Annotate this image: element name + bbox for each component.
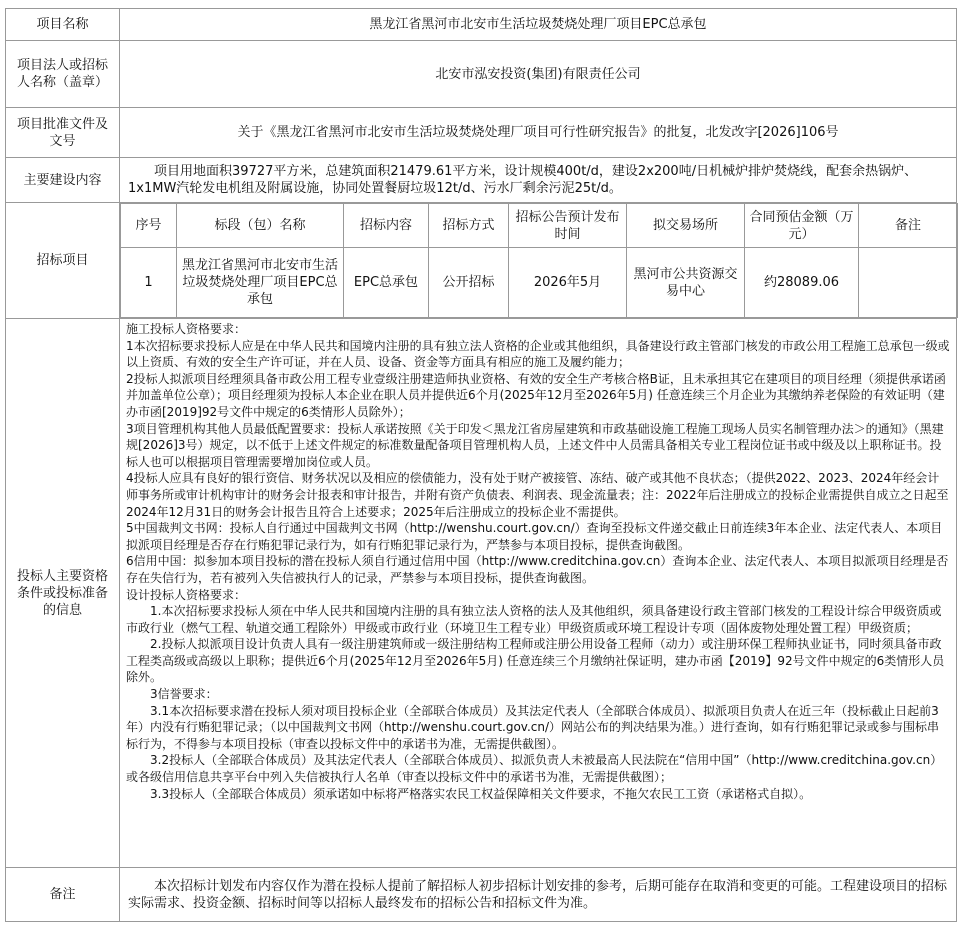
qual-line: 1.本次招标要求投标人须在中华人民共和国境内注册的具有独立法人资格的法人及其他组织，须具备建设行政主管部门核发的工程设计综合甲级资质或市政行业（燃气工程、轨道交通工程除外）甲级或市政行业（环境卫生工程专业）甲级资质或环境工程设计专项（固体废物处理处置工程）甲级资质； — [126, 604, 942, 635]
owner-row — [6, 41, 957, 108]
owner-value: 北安市泓安投资(集团)有限责任公司 — [120, 41, 957, 108]
bidding-table — [120, 203, 958, 318]
cell-venue: 黑河市公共资源交易中心 — [627, 248, 745, 318]
remark-row — [6, 868, 957, 922]
content-label: 主要建设内容 — [6, 158, 120, 203]
cell-section-name: 黑龙江省黑河市北安市生活垃圾焚烧处理厂项目EPC总承包 — [177, 248, 344, 318]
qual-line: 3.2投标人（全部联合体成员）及其法定代表人（全部联合体成员）、拟派负责人未被最高人民法院在“信用中国”（http://www.creditchina.gov.cn）或各级信用信息共享平台中列入失信被执行人名单（审查以投标文件中的承诺书为准，无需提供截图）； — [126, 753, 943, 785]
qual-line: 3.3投标人（全部联合体成员）须承诺如中标将严格落实农民工权益保障相关文件要求，不拖欠农民工工资（承诺格式自拟）。 — [150, 786, 812, 801]
cell-remark — [859, 248, 958, 318]
header-publish-time: 招标公告预计发布时间 — [509, 204, 627, 248]
cell-publish-time: 2026年5月 — [509, 248, 627, 318]
qualifications-value — [120, 319, 957, 868]
project-name-row — [6, 9, 957, 41]
approval-row — [6, 108, 957, 158]
content-row — [6, 158, 957, 203]
qual-line: 5中国裁判文书网：投标人自行通过中国裁判文书网（http://wenshu.court.gov.cn/）查询至投标文件递交截止日前连续3年本企业、法定代表人、本项目拟派项目经理是否存在行贿犯罪记录行为，如有行贿犯罪记录行为，严禁参与本项目投标，提供查询截图。 — [126, 521, 943, 552]
qual-line: 6信用中国：拟参加本项目投标的潜在投标人须自行通过信用中国（http://www.creditchina.gov.cn）查询本企业、法定代表人、本项目拟派项目经理是否存在失信行为，若有被列入失信被执行人的记录，严禁参与本项目投标，提供查询截图。 — [126, 554, 949, 585]
header-index: 序号 — [121, 204, 177, 248]
header-method: 招标方式 — [429, 204, 509, 248]
cell-index: 1 — [121, 248, 177, 318]
project-name-label: 项目名称 — [6, 9, 120, 41]
cell-method: 公开招标 — [429, 248, 509, 318]
content-value: 项目用地面积39727平方米，总建筑面积21479.61平方米，设计规模400t/d，建设2x200吨/日机械炉排炉焚烧线，配套余热锅炉、1x1MW汽轮发电机组及附属设施，协同处置餐厨垃圾12t/d、污水厂剩余污泥25t/d。 — [120, 158, 957, 203]
cell-content: EPC总承包 — [344, 248, 429, 318]
project-info-table — [5, 8, 957, 922]
qualifications-row — [6, 319, 957, 868]
bidding-table-cell — [120, 203, 957, 319]
approval-value: 关于《黑龙江省黑河市北安市生活垃圾焚烧处理厂项目可行性研究报告》的批复，北发改字[2026]106号 — [120, 108, 957, 158]
remark-value: 本次招标计划发布内容仅作为潜在投标人提前了解招标人初步招标计划安排的参考，后期可能存在取消和变更的可能。工程建设项目的招标实际需求、投资金额、招标时间等以招标人最终发布的招标公告和招标文件为准。 — [120, 868, 957, 922]
approval-label: 项目批准文件及文号 — [6, 108, 120, 158]
qual-line: 4投标人应具有良好的银行资信、财务状况以及相应的偿债能力，没有处于财产被接管、冻结、破产或其他不良状态；（提供2022、2023、2024年经会计师事务所或审计机构审计的财务会计报表和审计报告，并附有资产负债表、利润表、现金流量表；注：2022年后注册成立的投标企业需提供自成立之日起至2024年12月31日的财务会计报告且符合上述要求；2025年后注册成立的投标企业不需提供。 — [126, 471, 949, 519]
qual-line: 3信誉要求： — [150, 687, 218, 702]
cell-amount: 约28089.06 — [745, 248, 859, 318]
qual-line: 2投标人拟派项目经理须具备市政公用工程专业壹级注册建造师执业资格、有效的安全生产考核合格B证，且未承担其它在建项目的项目经理（须提供承诺函并加盖单位公章）；项目经理须为投标人本企业在职人员并提供近6个月(2025年12月至2026年5月) 任意连续三个月企业为其缴纳养老保险的有效证明（建办市函[2019]92号文件中规定的6类情形人员除外）； — [126, 371, 946, 419]
qual-line: 2.投标人拟派项目设计负责人具有一级注册建筑师或一级注册结构工程师或注册公用设备工程师（动力）或注册环保工程师执业证书，同时须具备市政工程类高级或高级以上职称；提供近6个月(2025年12月至2026年5月) 任意连续三个月缴纳社保证明，建办市函【2019】92号文件中规定的6类情形人员除外。 — [126, 637, 945, 685]
header-content: 招标内容 — [344, 204, 429, 248]
table-row — [121, 248, 958, 318]
header-amount: 合同预估金额（万元） — [745, 204, 859, 248]
header-remark: 备注 — [859, 204, 958, 248]
qual-line: 3.1本次招标要求潜在投标人须对项目投标企业（全部联合体成员）及其法定代表人（全部联合体成员）、拟派项目负责人在近三年（投标截止日起前3年）内没有行贿犯罪记录；（以中国裁判文书网（http://wenshu.court.gov.cn/）网站公布的判决结果为准。）进行查询，如有行贿犯罪记录或参与围标串标行为，不得参与本项目投标（审查以投标文件中的承诺书为准，无需提供截图）。 — [126, 703, 940, 751]
qualifications-text — [126, 321, 950, 865]
bidding-header-row — [121, 204, 958, 248]
project-name-value: 黑龙江省黑河市北安市生活垃圾焚烧处理厂项目EPC总承包 — [120, 9, 957, 41]
remark-label: 备注 — [6, 868, 120, 922]
header-section-name: 标段（包）名称 — [177, 204, 344, 248]
qual-line: 设计投标人资格要求： — [126, 587, 247, 602]
bidding-row — [6, 203, 957, 319]
qual-line: 施工投标人资格要求： — [126, 322, 247, 336]
bidding-label: 招标项目 — [6, 203, 120, 319]
header-venue: 拟交易场所 — [627, 204, 745, 248]
qualifications-label: 投标人主要资格条件或投标准备的信息 — [6, 319, 120, 868]
qual-line: 3项目管理机构其他人员最低配置要求：投标人承诺按照《关于印发＜黑龙江省房屋建筑和市政基础设施工程施工现场人员实名制管理办法＞的通知》（黑建规[2026]3号）规定，以不低于上述文件规定的标准数量配备项目管理机构人员，上述文件中人员需具备相关专业工程岗位证书或中级及以上职称证书。投标人也可以根据项目管理需要增加岗位或人员。 — [126, 421, 944, 469]
qual-line: 1本次招标要求投标人应是在中华人民共和国境内注册的具有独立法人资格的企业或其他组织，具备建设行政主管部门核发的市政公用工程施工总承包一级或以上资质、有效的安全生产许可证，并在人员、设备、资金等方面具有相应的施工及履约能力； — [126, 338, 950, 370]
owner-label: 项目法人或招标人名称（盖章） — [6, 41, 120, 108]
